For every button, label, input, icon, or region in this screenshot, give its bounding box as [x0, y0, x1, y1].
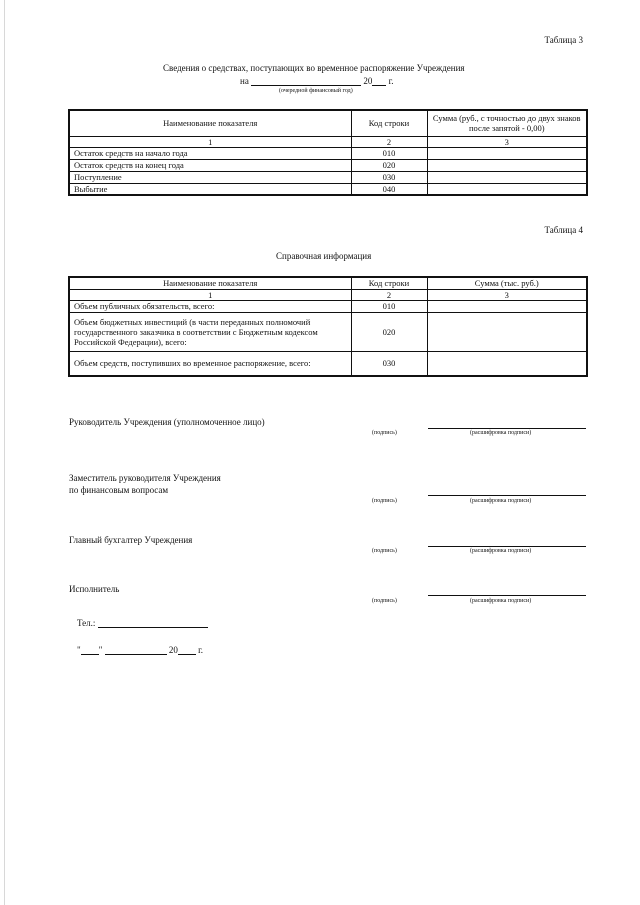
table3-row-sum-cell[interactable] — [427, 159, 587, 171]
signature-name-line[interactable] — [428, 428, 586, 429]
quote-close: " — [98, 645, 103, 655]
signature-name-line[interactable] — [428, 495, 586, 496]
table3-period-caption: (очередной финансовый год) — [279, 88, 353, 94]
table3-row-code: 010 — [351, 147, 427, 159]
table3-row-sum-cell[interactable] — [427, 183, 587, 195]
table4-colnum: 1 — [69, 289, 351, 300]
signer-title: Главный бухгалтер Учреждения — [69, 535, 193, 545]
table4 — [68, 276, 588, 377]
signature-caption: (подпись) — [372, 430, 397, 436]
signature-name-line[interactable] — [428, 595, 586, 596]
table3-row-label: Остаток средств на начало года — [69, 147, 351, 159]
signature-caption: (подпись) — [372, 598, 397, 604]
table4-colnum: 3 — [427, 289, 587, 300]
table3-row-label: Остаток средств на конец года — [69, 159, 351, 171]
table4-header-code: Код строки — [351, 277, 427, 289]
table4-colnum: 2 — [351, 289, 427, 300]
date-year: 20 — [363, 76, 373, 86]
signer-title: Заместитель руководителя Учреждения — [69, 473, 221, 483]
table3-header-code: Код строки — [351, 110, 427, 136]
table4-number: Таблица 4 — [544, 225, 583, 235]
year-prefix: 20 — [168, 645, 178, 655]
table4-row-code: 020 — [351, 312, 427, 351]
table4-title: Справочная информация — [276, 251, 372, 261]
name-decode-caption: (расшифровка подписи) — [470, 548, 532, 554]
table3-row-sum-cell[interactable] — [427, 171, 587, 183]
signature-caption: (подпись) — [372, 548, 397, 554]
date-prefix: на — [240, 76, 249, 86]
table4-row-code: 030 — [351, 351, 427, 376]
name-decode-caption: (расшифровка подписи) — [470, 430, 532, 436]
table3-colnum: 3 — [427, 136, 587, 147]
table4-row-label: Объем средств, поступивших во временное распоряжение, всего: — [69, 351, 351, 376]
table4-header-sum: Сумма (тыс. руб.) — [427, 277, 587, 289]
signature-name-line[interactable] — [428, 546, 586, 547]
table4-row-code: 010 — [351, 300, 427, 312]
phone-label: Тел.: — [77, 618, 96, 628]
table3-row-code: 040 — [351, 183, 427, 195]
quote-open: " — [77, 645, 81, 655]
date-blank[interactable] — [251, 75, 361, 86]
signer-title: Исполнитель — [69, 584, 120, 594]
table3-row-label: Поступление — [69, 171, 351, 183]
table3-row-code: 020 — [351, 159, 427, 171]
date-suffix: г. — [388, 76, 394, 86]
table3 — [68, 109, 588, 196]
table4-row-sum-cell[interactable] — [427, 300, 587, 312]
table3-colnum: 2 — [351, 136, 427, 147]
table4-header-name: Наименование показателя — [69, 277, 351, 289]
date-line — [77, 644, 203, 655]
table3-row-label: Выбытие — [69, 183, 351, 195]
table3-colnum: 1 — [69, 136, 351, 147]
table4-row-label: Объем публичных обязательств, всего: — [69, 300, 351, 312]
table3-title: Сведения о средствах, поступающих во временное распоряжение Учреждения — [163, 63, 465, 73]
signer-title: Руководитель Учреждения (уполномоченное лицо) — [69, 417, 265, 427]
year-blank[interactable] — [178, 644, 196, 655]
table4-row-sum-cell[interactable] — [427, 312, 587, 351]
table4-row-label: Объем бюджетных инвестиций (в части переданных полномочий государственного заказчика в соответствии с Бюджетным кодексом Российской Федерации), всего: — [69, 312, 351, 351]
month-blank[interactable] — [105, 644, 167, 655]
signature-caption: (подпись) — [372, 498, 397, 504]
signer-title-line2: по финансовым вопросам — [69, 485, 169, 495]
name-decode-caption: (расшифровка подписи) — [470, 598, 532, 604]
phone-blank[interactable] — [98, 617, 208, 628]
year-blank[interactable] — [372, 75, 386, 86]
table3-row-sum-cell[interactable] — [427, 147, 587, 159]
table4-row-sum-cell[interactable] — [427, 351, 587, 376]
name-decode-caption: (расшифровка подписи) — [470, 498, 532, 504]
table3-header-name: Наименование показателя — [69, 110, 351, 136]
table3-date-line — [240, 75, 394, 86]
scan-edge — [4, 0, 5, 905]
table3-row-code: 030 — [351, 171, 427, 183]
phone-line — [77, 617, 208, 628]
table3-number: Таблица 3 — [544, 35, 583, 45]
year-suffix: г. — [198, 645, 204, 655]
day-blank[interactable] — [81, 644, 99, 655]
table3-header-sum: Сумма (руб., с точностью до двух знаков после запятой - 0,00) — [427, 110, 587, 136]
